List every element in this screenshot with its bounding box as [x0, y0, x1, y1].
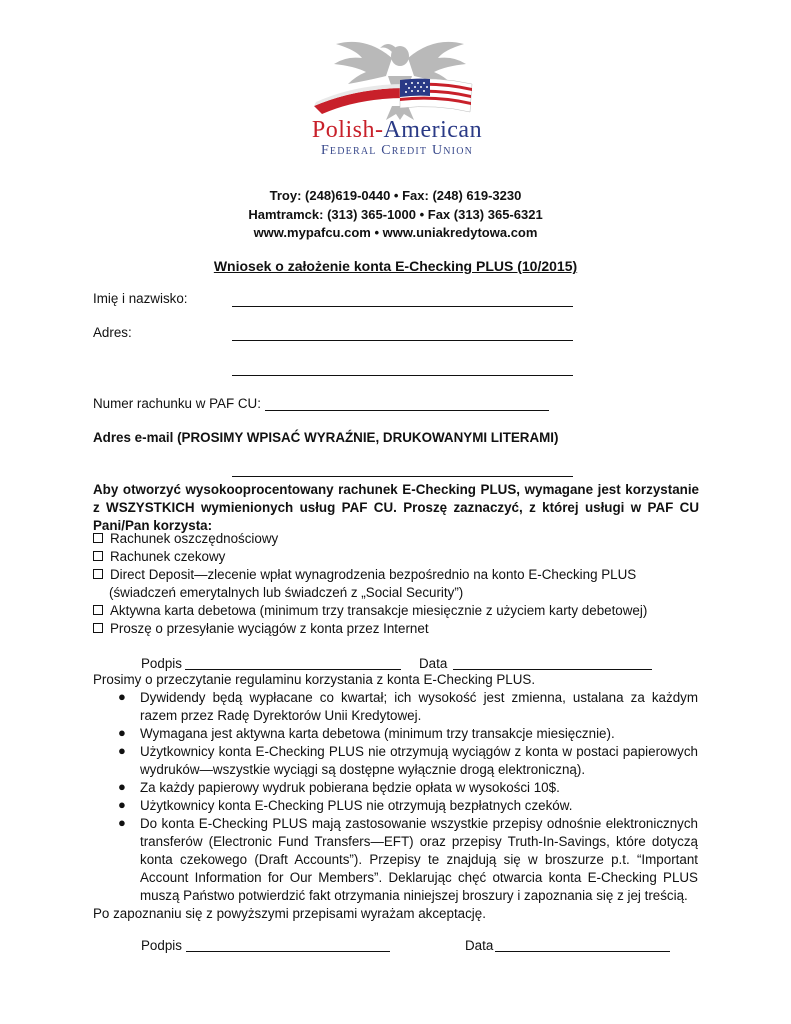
date2-field[interactable] [495, 951, 670, 952]
brand-subtitle: Federal Credit Union [320, 143, 474, 158]
option-checking[interactable] [93, 549, 225, 564]
contact-line-troy: Troy: (248)619-0440 • Fax: (248) 619-3230 [269, 188, 522, 203]
option-direct-deposit[interactable] [93, 567, 636, 582]
option-savings-label: Rachunek oszczędnościowy [110, 531, 279, 546]
brand-name-part1: Polish [311, 117, 375, 143]
requirements-intro: Aby otworzyć wysokooprocentowany rachunek E-Checking PLUS, wymagane jest korzystanie z WSZYSTKICH wymienionych usług PAF CU. Proszę zaznaczyć, z której usługi w PAF CU Pani/Pan korzysta: [93, 482, 699, 533]
signature1-field[interactable] [185, 669, 401, 670]
account-number-label: Numer rachunku w PAF CU: [93, 396, 261, 411]
acceptance-statement: Po zapoznaniu się z powyższymi przepisami wyrażam akceptację. [93, 906, 486, 921]
date2-label: Data [465, 938, 494, 953]
account-number-field[interactable] [265, 410, 549, 411]
option-debit-card[interactable] [93, 603, 647, 618]
brand-name [297, 117, 497, 144]
name-field[interactable] [232, 306, 573, 307]
option-savings[interactable] [93, 531, 278, 546]
signature2-label: Podpis [141, 938, 182, 953]
option-direct-deposit-continuation: (świadczeń emerytalnych lub świadczeń z „Social Security”) [109, 585, 464, 600]
bullet-dot: ● [118, 797, 126, 812]
bullet-dot: ● [118, 689, 126, 704]
bullet-dot: ● [118, 743, 126, 758]
checkbox-debit-card[interactable] [93, 605, 103, 615]
option-estatements-label: Proszę o przesyłanie wyciągów z konta przez Internet [110, 621, 429, 636]
rule-item-eft-regulations: Do konta E-Checking PLUS mają zastosowanie wszystkie przepisy odnośnie elektronicznych transferów (Electronic Fund Transfers—EFT) oraz przepisy Truth-In-Savings, które dotyczą konta czekowego (Draft Accounts”). Przepisy te znajdują się w broszurze p.t. “Important Account Information for Our Members”. Deklarując chęć otwarcia konta E-Checking PLUS muszą Państwo potwierdzić fakt otrzymania niniejszej broszury i zapoznania się z jej treścią. [140, 816, 698, 903]
name-label: Imię i nazwisko: [93, 291, 188, 306]
checkbox-direct-deposit[interactable] [93, 569, 103, 579]
signature2-field[interactable] [186, 951, 390, 952]
option-debit-card-label: Aktywna karta debetowa (minimum trzy transakcje miesięcznie z użyciem karty debetowej) [110, 603, 648, 618]
form-title: Wniosek o założenie konta E-Checking PLUS (10/2015) [213, 258, 578, 274]
signature1-label: Podpis [141, 656, 182, 671]
checkbox-savings[interactable] [93, 533, 103, 543]
brand-name-dash: - [374, 117, 384, 143]
rule-item-dividends: Dywidendy będą wypłacane co kwartał; ich wysokość jest zmienna, ustalana za każdym razem przez Radę Dyrektorów Unii Kredytowej. [140, 690, 698, 723]
rule-item-debit-card: Wymagana jest aktywna karta debetowa (minimum trzy transakcje miesięcznie). [140, 726, 615, 741]
bullet-dot: ● [118, 725, 126, 740]
rules-intro: Prosimy o przeczytanie regulaminu korzystania z konta E-Checking PLUS. [93, 672, 536, 687]
option-checking-label: Rachunek czekowy [110, 549, 226, 564]
rule-item-no-paper-statements: Użytkownicy konta E-Checking PLUS nie otrzymują wyciągów z konta w postaci papierowych wydruków—wszystkie wyciągi są dostępne wyłącznie drogą elektroniczną). [140, 744, 698, 777]
date1-field[interactable] [453, 669, 652, 670]
option-estatements[interactable] [93, 621, 429, 636]
rule-item-no-free-checks: Użytkownicy konta E-Checking PLUS nie otrzymują bezpłatnych czeków. [140, 798, 573, 813]
eagle-flag-icon [296, 36, 496, 120]
bullet-dot: ● [118, 815, 126, 830]
checkbox-checking[interactable] [93, 551, 103, 561]
email-field[interactable] [232, 476, 573, 477]
bullet-dot: ● [118, 779, 126, 794]
address-field-line2[interactable] [232, 375, 573, 376]
rule-item-print-fee: Za każdy papierowy wydruk pobierana będzie opłata w wysokości 10$. [140, 780, 560, 795]
contact-line-hamtramck: Hamtramck: (313) 365-1000 • Fax (313) 365-6321 [248, 207, 543, 222]
address-label: Adres: [93, 325, 132, 340]
email-label: Adres e-mail (PROSIMY WPISAĆ WYRAŹNIE, DRUKOWANYMI LITERAMI) [93, 430, 559, 445]
contact-line-websites: www.mypafcu.com • www.uniakredytowa.com [253, 225, 538, 240]
brand-name-part2: American [383, 117, 483, 143]
date1-label: Data [419, 656, 448, 671]
option-direct-deposit-label: Direct Deposit—zlecenie wpłat wynagrodzenia bezpośrednio na konto E-Checking PLUS [110, 567, 637, 582]
address-field-line1[interactable] [232, 340, 573, 341]
checkbox-estatements[interactable] [93, 623, 103, 633]
